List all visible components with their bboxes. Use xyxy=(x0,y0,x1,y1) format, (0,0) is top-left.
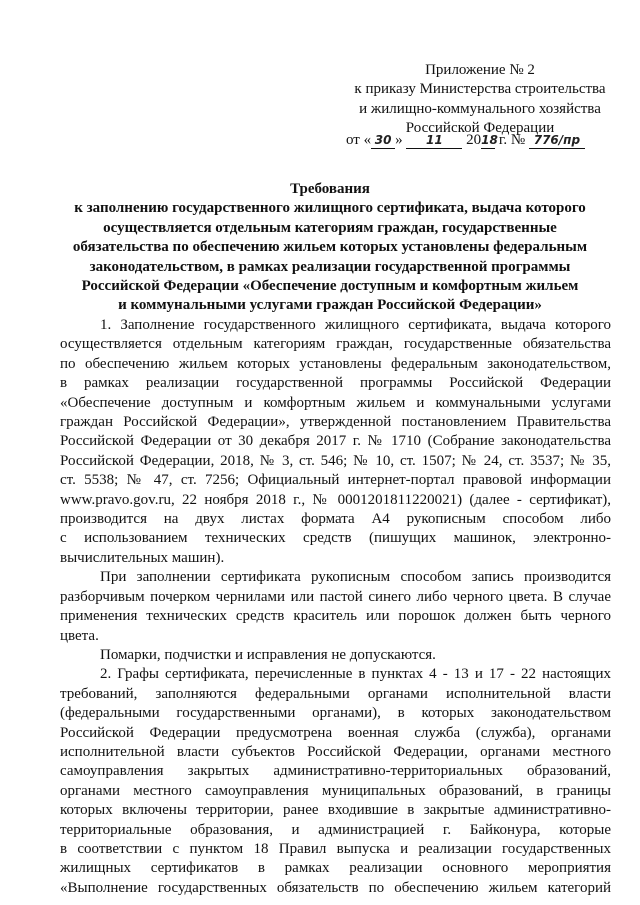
document-title xyxy=(60,180,600,316)
title-line: и коммунальными услугами граждан Российской Федерации» xyxy=(118,297,542,314)
handwritten-order-number: 776/пр xyxy=(529,132,585,149)
paragraph-1-line: по обеспечению жильем которых установлены федеральным законодательством, xyxy=(60,355,611,372)
paragraph-1-line: Российской Федерации, 2018, № 3, ст. 546; № 10, ст. 1507; № 24, ст. 3537; № 35, xyxy=(60,452,611,469)
paragraph-4-line: Российской Федерации предусмотрена военная служба (служба), органами xyxy=(60,724,611,741)
paragraph-4-line: которых включены территории, ранее входившие в закрытые административно- xyxy=(60,802,611,819)
paragraph-4-line: самоуправления закрытых административно-территориальных образований, xyxy=(60,763,611,780)
paragraph-4-line: территориальные образования, и администрацией г. Байконура, которые xyxy=(60,821,611,838)
handwritten-day: 30 xyxy=(371,132,395,149)
paragraph-4-line: жилищных сертификатов в рамках реализации основного мероприятия xyxy=(60,860,611,877)
paragraph-2-line: применения технических средств краситель или порошок должен быть черного xyxy=(60,608,611,625)
title-line: Требования xyxy=(290,181,370,197)
paragraph-3-line: Помарки, подчистки и исправления не допускаются. xyxy=(100,646,436,663)
paragraph-4-line: 2. Графы сертификата, перечисленные в пунктах 4 - 13 и 17 - 22 настоящих xyxy=(100,666,611,683)
paragraph-2-line: цвета. xyxy=(60,627,99,644)
paragraph-4-line: требований, заполняются федеральными органами исполнительной власти xyxy=(60,685,611,702)
paragraph-4-line: исполнительной власти субъектов Российской Федерации, органами местного xyxy=(60,743,611,760)
paragraph-1-line: граждан Российской Федерации», утвержденной постановлением Правительства xyxy=(60,414,611,431)
paragraph-1-line: Российской Федерации от 30 декабря 2017 г. № 1710 (Собрание законодательства xyxy=(60,433,611,450)
order-date-line xyxy=(346,131,585,150)
title-line: обязательства по обеспечению жильем которых установлены федеральным xyxy=(72,239,588,256)
paragraph-4-line: в соответствии с пунктом 18 Правил выпуска и реализации государственных xyxy=(60,840,611,857)
paragraph-1-line: производится на двух листах формата А4 рукописным способом либо xyxy=(60,511,611,528)
title-line: к заполнению государственного жилищного сертификата, выдача которого xyxy=(74,200,586,217)
paragraph-4-line: органами местного самоуправления муниципальных образований, в границы xyxy=(60,782,611,799)
paragraph-4-line: «Выполнение государственных обязательств по обеспечению жильем категорий xyxy=(60,879,611,896)
date-mid: » xyxy=(395,132,403,148)
date-prefix: от « xyxy=(346,132,372,148)
paragraph-2-line: При заполнении сертификата рукописным способом запись производится xyxy=(100,569,611,586)
title-line: Российской Федерации «Обеспечение доступным и комфортным жильем xyxy=(81,278,579,295)
paragraph-1-line: «Обеспечение доступным и комфортным жильем и коммунальными услугами xyxy=(60,394,611,411)
handwritten-year: 18 xyxy=(481,133,498,147)
paragraph-1-line: 1. Заполнение государственного жилищного сертификата, выдача которого xyxy=(100,317,611,333)
paragraph-1-line: www.pravo.gov.ru, 22 ноября 2018 г., № 0001201811220021) (далее - сертификат), xyxy=(60,491,611,508)
title-line: законодательством, в рамках реализации государственной программы xyxy=(89,258,571,275)
appendix-number: Приложение № 2 xyxy=(425,62,535,78)
date-year-prefix: 20 xyxy=(466,132,482,148)
appendix-header xyxy=(335,61,625,139)
paragraph-2-line: разборчивым почерком чернилами или пастой синего либо черного цвета. В случае xyxy=(60,588,611,605)
paragraph-1-line: ст. 5538; № 47, ст. 7256; Официальный интернет-портал правовой информации xyxy=(60,472,611,489)
federation-line: Российской Федерации xyxy=(405,120,555,137)
paragraph-1-line: вычислительных машин). xyxy=(60,549,225,566)
order-number-label: г. № xyxy=(498,132,526,148)
title-line: осуществляется отдельным категориям граждан, государственные xyxy=(103,219,557,236)
document-body xyxy=(60,316,611,898)
paragraph-4-line: (федеральными государственными органами), в которых законодательством xyxy=(60,705,611,722)
handwritten-month: 11 xyxy=(406,132,462,149)
paragraph-1-line: в рамках реализации государственной программы Российской Федерации xyxy=(60,375,611,392)
order-reference-line: к приказу Министерства строительства xyxy=(354,81,606,98)
paragraph-1-line: с использованием технических средств (пишущих машинок, электронно- xyxy=(60,530,611,547)
paragraph-1-line: осуществляется отдельным категориям граждан, государственные обязательства xyxy=(60,336,611,353)
ministry-line: и жилищно-коммунального хозяйства xyxy=(359,100,601,117)
